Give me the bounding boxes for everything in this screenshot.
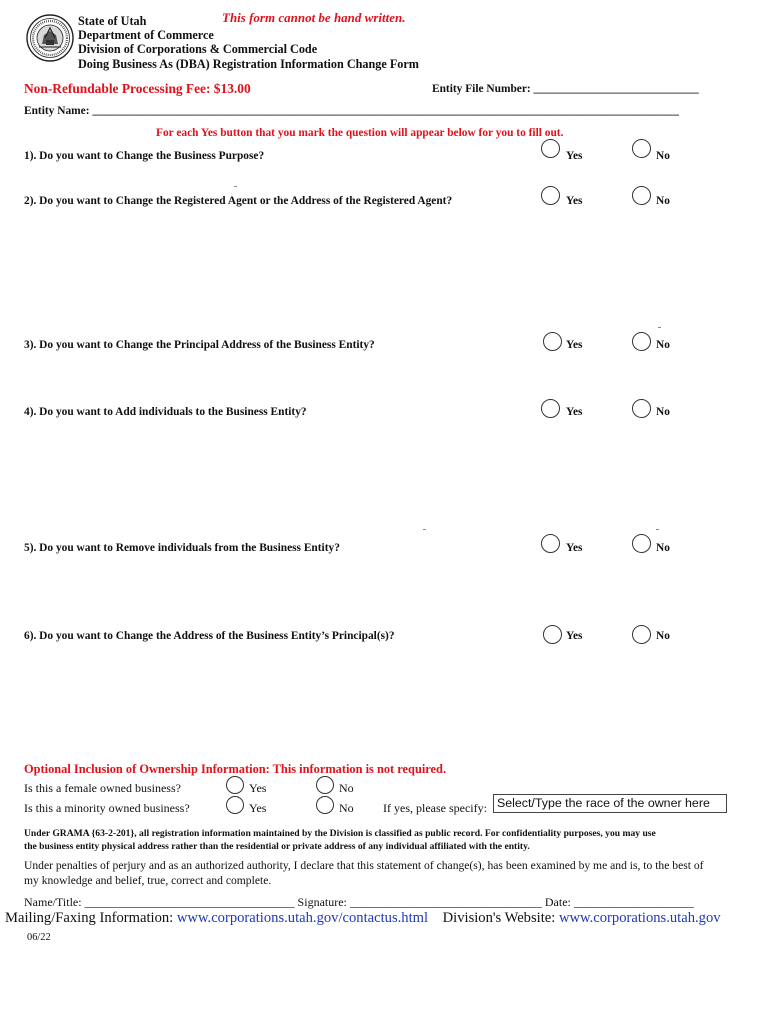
q3-yes-label: Yes bbox=[566, 339, 583, 351]
q5-yes-label: Yes bbox=[566, 542, 583, 554]
q5-no-radio[interactable] bbox=[632, 534, 651, 553]
specify-label: If yes, please specify: bbox=[383, 801, 487, 815]
question-4: 4). Do you want to Add individuals to the Business Entity? bbox=[24, 406, 307, 418]
footer-links bbox=[5, 910, 721, 927]
q2-yes-label: Yes bbox=[566, 195, 583, 207]
q6-no-label: No bbox=[656, 630, 670, 642]
header-department: Department of Commerce bbox=[78, 28, 214, 42]
female-yes-radio[interactable] bbox=[226, 776, 244, 794]
perjury-statement-line-2: my knowledge and belief, true, correct and complete. bbox=[24, 874, 272, 887]
field-marker bbox=[656, 529, 659, 530]
contact-us-link[interactable]: www.corporations.utah.gov/contactus.html bbox=[176, 910, 429, 926]
name-signature-date-fields[interactable]: Name/Title: ___________________________________ Signature: ________________________________ Date: ____________________ bbox=[24, 895, 694, 909]
q4-no-radio[interactable] bbox=[632, 399, 651, 418]
minority-no-radio[interactable] bbox=[316, 796, 334, 814]
perjury-statement-line-1: Under penalties of perjury and as an authorized authority, I declare that this statement of change(s), has been examined by me and is, to the best of bbox=[24, 859, 704, 872]
handwritten-warning: This form cannot be hand written. bbox=[222, 10, 406, 25]
q4-no-label: No bbox=[656, 406, 670, 418]
q2-yes-radio[interactable] bbox=[541, 186, 560, 205]
header-division: Division of Corporations & Commercial Code bbox=[78, 42, 318, 56]
field-marker bbox=[423, 529, 426, 530]
website-label: Division's Website: bbox=[442, 910, 559, 926]
female-no-label: No bbox=[339, 781, 354, 795]
q2-no-label: No bbox=[656, 195, 670, 207]
q6-no-radio[interactable] bbox=[632, 625, 651, 644]
grama-notice-line-1: Under GRAMA {63-2-201}, all registration information maintained by the Division is classified as public record. For confidentiality purposes, you may use bbox=[24, 828, 656, 839]
q2-no-radio[interactable] bbox=[632, 186, 651, 205]
question-3: 3). Do you want to Change the Principal Address of the Business Entity? bbox=[24, 339, 375, 351]
processing-fee: Non-Refundable Processing Fee: $13.00 bbox=[24, 81, 251, 96]
q4-yes-radio[interactable] bbox=[541, 399, 560, 418]
q5-yes-radio[interactable] bbox=[541, 534, 560, 553]
female-no-radio[interactable] bbox=[316, 776, 334, 794]
header-state: State of Utah bbox=[78, 14, 147, 28]
q1-yes-label: Yes bbox=[566, 150, 583, 162]
ownership-heading: Optional Inclusion of Ownership Information: This information is not required. bbox=[24, 762, 447, 776]
entity-name-field[interactable]: Entity Name: _______________________________________________________________________________________________________ bbox=[24, 105, 679, 117]
field-marker bbox=[234, 186, 237, 187]
field-marker bbox=[658, 327, 661, 328]
instruction-text: For each Yes button that you mark the question will appear below for you to fill out. bbox=[156, 127, 564, 139]
q1-yes-radio[interactable] bbox=[541, 139, 560, 158]
minority-owned-question: Is this a minority owned business? bbox=[24, 801, 190, 815]
q3-no-label: No bbox=[656, 339, 670, 351]
question-5: 5). Do you want to Remove individuals from the Business Entity? bbox=[24, 542, 340, 554]
minority-yes-label: Yes bbox=[249, 801, 267, 815]
form-version: 06/22 bbox=[27, 932, 51, 943]
minority-yes-radio[interactable] bbox=[226, 796, 244, 814]
female-owned-question: Is this a female owned business? bbox=[24, 781, 181, 795]
mailing-label: Mailing/Faxing Information: bbox=[5, 910, 177, 926]
utah-state-seal-logo bbox=[26, 14, 74, 62]
q1-no-label: No bbox=[656, 150, 670, 162]
division-website-link[interactable]: www.corporations.utah.gov bbox=[558, 910, 721, 926]
grama-notice-line-2: the business entity physical address rather than the residential or private address of any individual affiliated with the entity. bbox=[24, 841, 530, 852]
minority-no-label: No bbox=[339, 801, 354, 815]
q3-no-radio[interactable] bbox=[632, 332, 651, 351]
q3-yes-radio[interactable] bbox=[543, 332, 562, 351]
q4-yes-label: Yes bbox=[566, 406, 583, 418]
entity-file-number-field[interactable]: Entity File Number: _____________________________ bbox=[432, 83, 699, 95]
q5-no-label: No bbox=[656, 542, 670, 554]
header-form-title: Doing Business As (DBA) Registration Information Change Form bbox=[78, 57, 419, 71]
female-yes-label: Yes bbox=[249, 781, 267, 795]
q1-no-radio[interactable] bbox=[632, 139, 651, 158]
race-specify-input[interactable]: Select/Type the race of the owner here bbox=[493, 794, 727, 813]
q6-yes-label: Yes bbox=[566, 630, 583, 642]
question-1: 1). Do you want to Change the Business Purpose? bbox=[24, 150, 265, 162]
question-6: 6). Do you want to Change the Address of the Business Entity’s Principal(s)? bbox=[24, 630, 395, 642]
q6-yes-radio[interactable] bbox=[543, 625, 562, 644]
question-2: 2). Do you want to Change the Registered Agent or the Address of the Registered Agent? bbox=[24, 195, 453, 207]
